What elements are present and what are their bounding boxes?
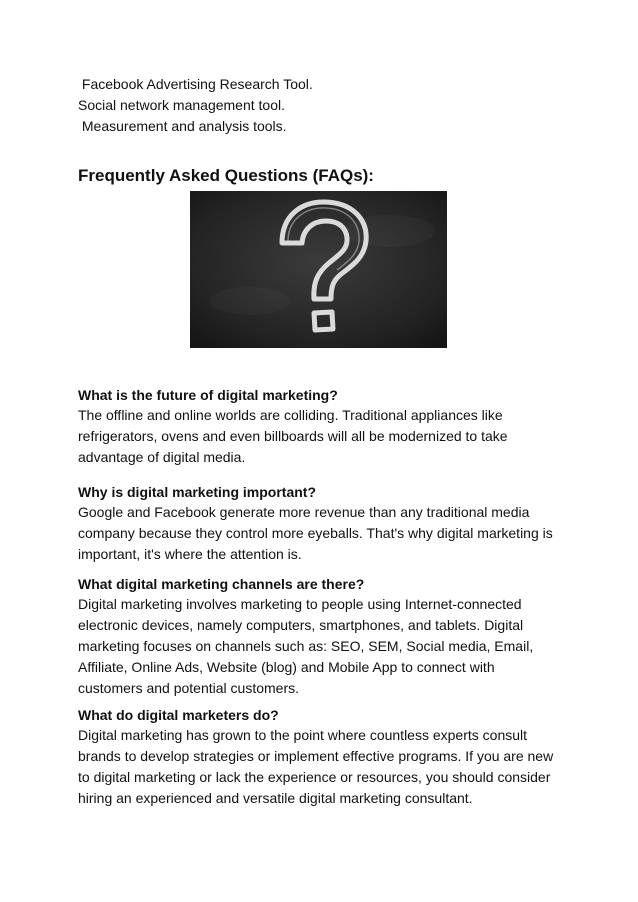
faq-item: [78, 385, 558, 468]
faq-question: What digital marketing channels are there?: [78, 576, 365, 592]
faq-question: Why is digital marketing important?: [78, 484, 317, 500]
faq-question: What do digital marketers do?: [78, 707, 279, 723]
tool-item: Social network management tool.: [78, 97, 285, 113]
faq-item: [78, 705, 558, 809]
chalkboard-image: [190, 191, 447, 348]
faq-answer: The offline and online worlds are colliding. Traditional appliances like refrigerators, ovens and even billboards will all be modernized to take advantage of digital media.: [78, 407, 508, 465]
question-mark-chalkboard-icon: [190, 191, 447, 348]
faq-answer: Digital marketing involves marketing to people using Internet-connected electronic devices, namely computers, smartphones, and tablets. Digital marketing focuses on channels such as: SEO, SEM, Social media, Email, Affiliate, Online Ads, Website (blog) and Mobile App to connect with customers and potential customers.: [78, 596, 534, 696]
faq-heading: Frequently Asked Questions (FAQs):: [78, 166, 374, 185]
faq-item: [78, 574, 558, 699]
faq-answer: Digital marketing has grown to the point where countless experts consult brands to develop strategies or implement effective programs. If you are new to digital marketing or lack the experience or resources, you should consider hiring an experienced and versatile digital marketing consultant.: [78, 727, 554, 806]
faq-item: [78, 482, 558, 565]
tool-item: Facebook Advertising Research Tool.: [78, 76, 313, 92]
faq-answer: Google and Facebook generate more revenue than any traditional media company because they control more eyeballs. That's why digital marketing is important, it's where the attention is.: [78, 504, 553, 562]
faq-question: What is the future of digital marketing?: [78, 387, 338, 403]
tool-item: Measurement and analysis tools.: [78, 118, 287, 134]
